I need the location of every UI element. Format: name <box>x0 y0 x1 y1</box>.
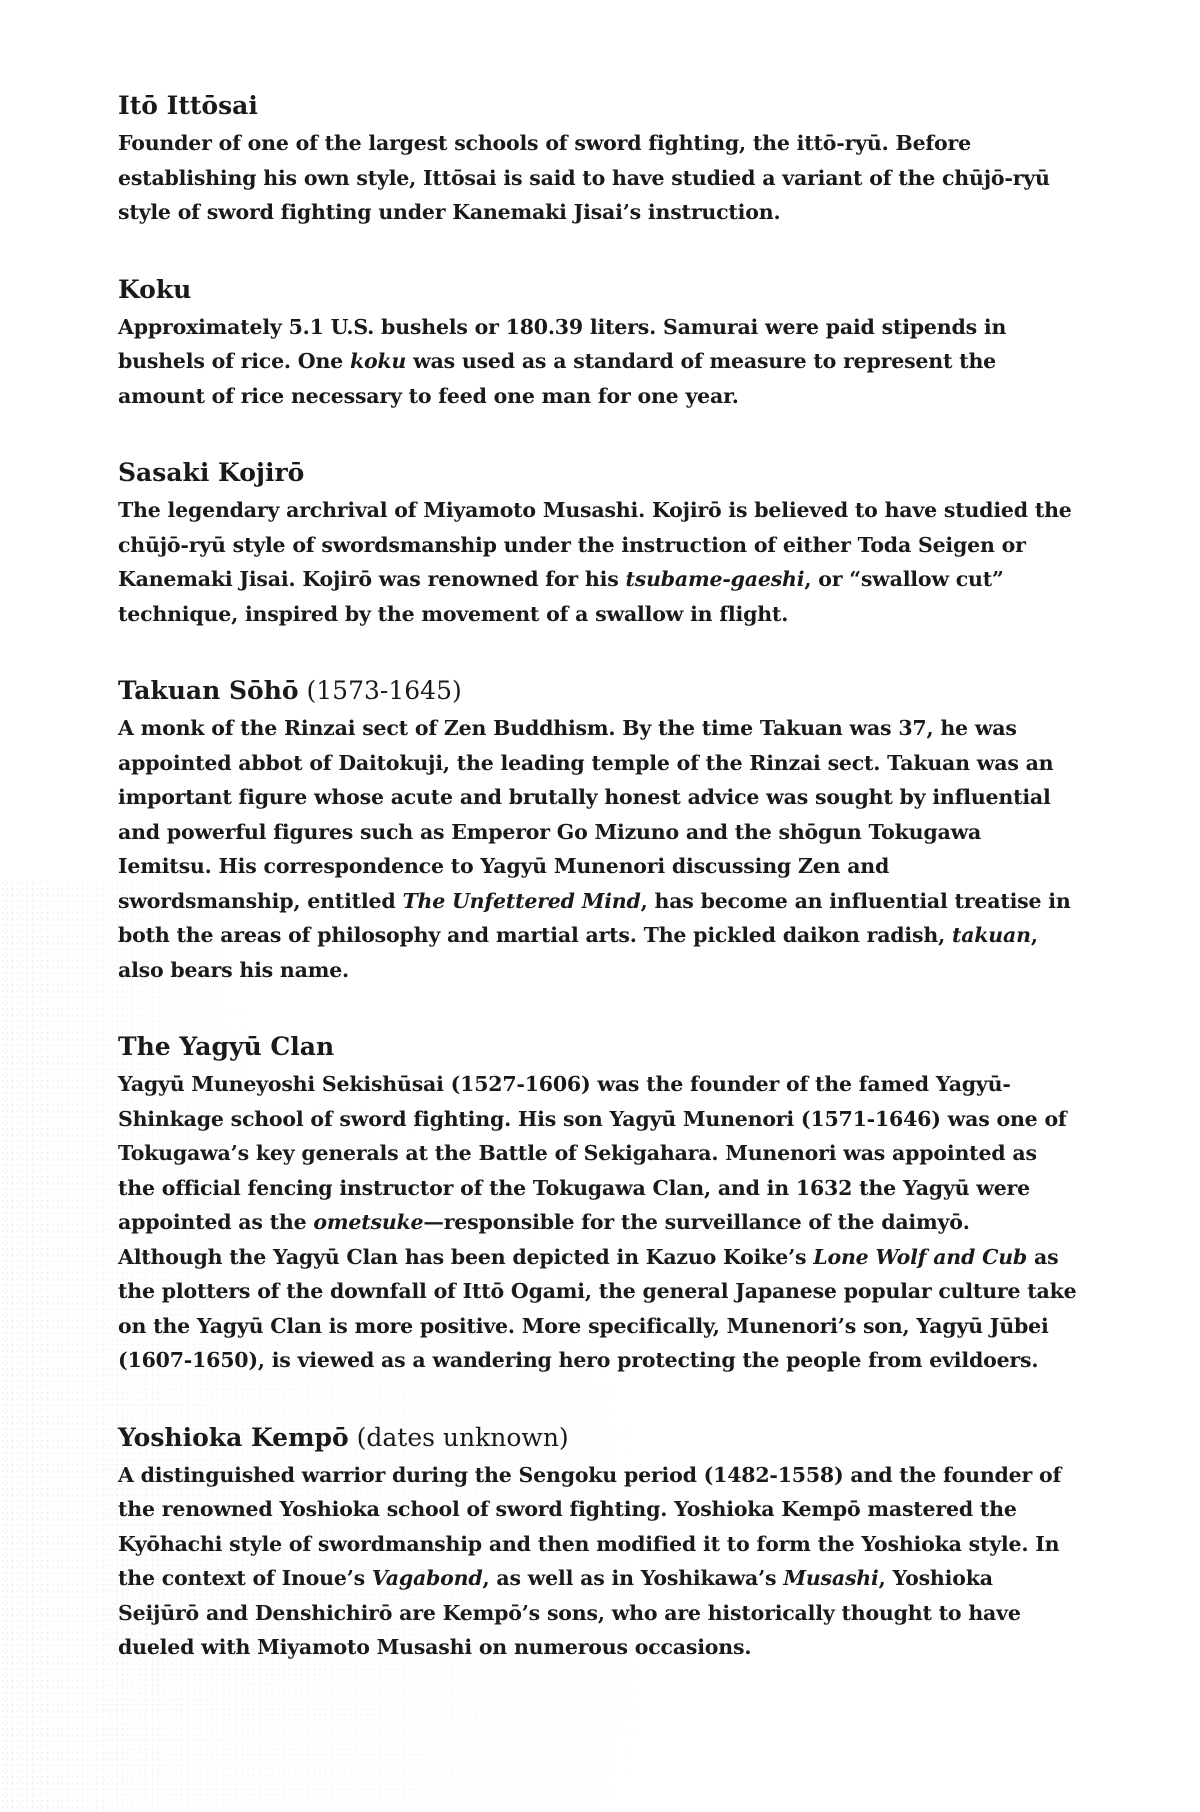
description-text: The legendary archrival of Miyamoto Musashi. Kojirō is believed to have studied the chūjō-ryū style of swordsmanship under the instruction of either Toda Seigen or Kanemaki Jisai. Kojirō was renowned for his <box>118 498 1072 591</box>
italic-term: takuan <box>951 923 1031 947</box>
entry-title-text: Yoshioka Kempō <box>118 1422 349 1452</box>
entry-title <box>118 88 1078 124</box>
italic-term: The Unfettered Mind <box>402 888 641 913</box>
description-text: Founder of one of the largest schools of sword fighting, the ittō-ryū. Before establishing his own style, Ittōsai is said to have studied a variant of the chūjō-ryū style of sword fighting under Kanemaki Jisai’s instruction. <box>118 131 1050 224</box>
description-text: , has become an influential treatise in both the areas of philosophy and martial arts. The pickled daikon radish, <box>118 888 1071 947</box>
entry-title <box>118 673 1078 709</box>
entry-description <box>118 1458 1078 1665</box>
entry-title-text: Takuan Sōhō <box>118 676 299 705</box>
entry-description <box>118 711 1078 987</box>
italic-term: koku <box>349 349 407 373</box>
description-text: A distinguished warrior during the Sengoku period (1482-1558) and the founder of the renowned Yoshioka school of sword fighting. Yoshioka Kempō mastered the Kyōhachi style of swordmanship and then modified it to form the Yoshioka style. In the context of Inoue’s <box>118 1462 1062 1590</box>
entry-title-text: Sasaki Kojirō <box>118 458 305 487</box>
entry-description <box>118 310 1078 414</box>
glossary-entry <box>118 272 1078 414</box>
description-text: , as well as in Yoshikawa’s <box>482 1566 784 1590</box>
glossary-entry <box>118 455 1078 631</box>
entry-title-dates: (dates unknown) <box>348 1422 569 1452</box>
description-text: Approximately 5.1 U.S. bushels or 180.39 liters. Samurai were paid stipends in bushels of rice. One <box>118 314 1007 373</box>
entry-title <box>118 1420 1078 1456</box>
glossary-entry <box>118 1420 1078 1665</box>
italic-term: Musashi <box>783 1566 879 1590</box>
italic-term: tsubame-gaeshi <box>625 567 805 591</box>
entry-title-text: The Yagyū Clan <box>118 1032 335 1061</box>
entry-title <box>118 272 1078 308</box>
description-text: as the plotters of the downfall of Ittō Ogami, the general Japanese popular culture take on the Yagyū Clan is more positive. More specifically, Munenori’s son, Yagyū Jūbei (1607-1650), is viewed as a wandering hero protecting the people from evildoers. <box>118 1244 1077 1372</box>
entry-title <box>118 455 1078 491</box>
description-text: , also bears his name. <box>118 923 1038 982</box>
glossary-list <box>118 88 1078 1665</box>
glossary-entry <box>118 673 1078 987</box>
description-text: A monk of the Rinzai sect of Zen Buddhism. By the time Takuan was 37, he was appointed abbot of Daitokuji, the leading temple of the Rinzai sect. Takuan was an important figure whose acute and brutally honest advice was sought by influential and powerful figures such as Emperor Go Mizuno and the shōgun Tokugawa Iemitsu. His correspondence to Yagyū Munenori discussing Zen and swordsmanship, entitled <box>118 716 1054 913</box>
glossary-entry <box>118 1029 1078 1378</box>
entry-title-text: Itō Ittōsai <box>118 91 258 120</box>
description-text: Yagyū Muneyoshi Sekishūsai (1527-1606) was the founder of the famed Yagyū-Shinkage school of sword fighting. His son Yagyū Munenori (1571-1646) was one of Tokugawa’s key generals at the Battle of Sekigahara. Munenori was appointed as the official fencing instructor of the Tokugawa Clan, and in 1632 the Yagyū were appointed as the <box>118 1072 1067 1234</box>
description-text: , or “swallow cut” technique, inspired by the movement of a swallow in flight. <box>118 567 1004 626</box>
entry-description <box>118 493 1078 631</box>
italic-term: Vagabond <box>371 1566 483 1590</box>
glossary-entry <box>118 88 1078 230</box>
entry-description <box>118 126 1078 230</box>
entry-title <box>118 1029 1078 1065</box>
entry-title-text: Koku <box>118 274 192 304</box>
entry-title-dates: (1573-1645) <box>298 676 462 705</box>
italic-term: ometsuke <box>313 1210 424 1234</box>
description-text: , Yoshioka Seijūrō and Denshichirō are Kempō’s sons, who are historically thought to have dueled with Miyamoto Musashi on numerous occasions. <box>118 1566 1021 1659</box>
description-text: was used as a standard of measure to represent the amount of rice necessary to feed one man for one year. <box>118 349 996 408</box>
italic-term: Lone Wolf and Cub <box>813 1244 1028 1269</box>
entry-description <box>118 1067 1078 1378</box>
description-text: —responsible for the surveillance of the daimyō. Although the Yagyū Clan has been depicted in Kazuo Koike’s <box>118 1210 970 1269</box>
